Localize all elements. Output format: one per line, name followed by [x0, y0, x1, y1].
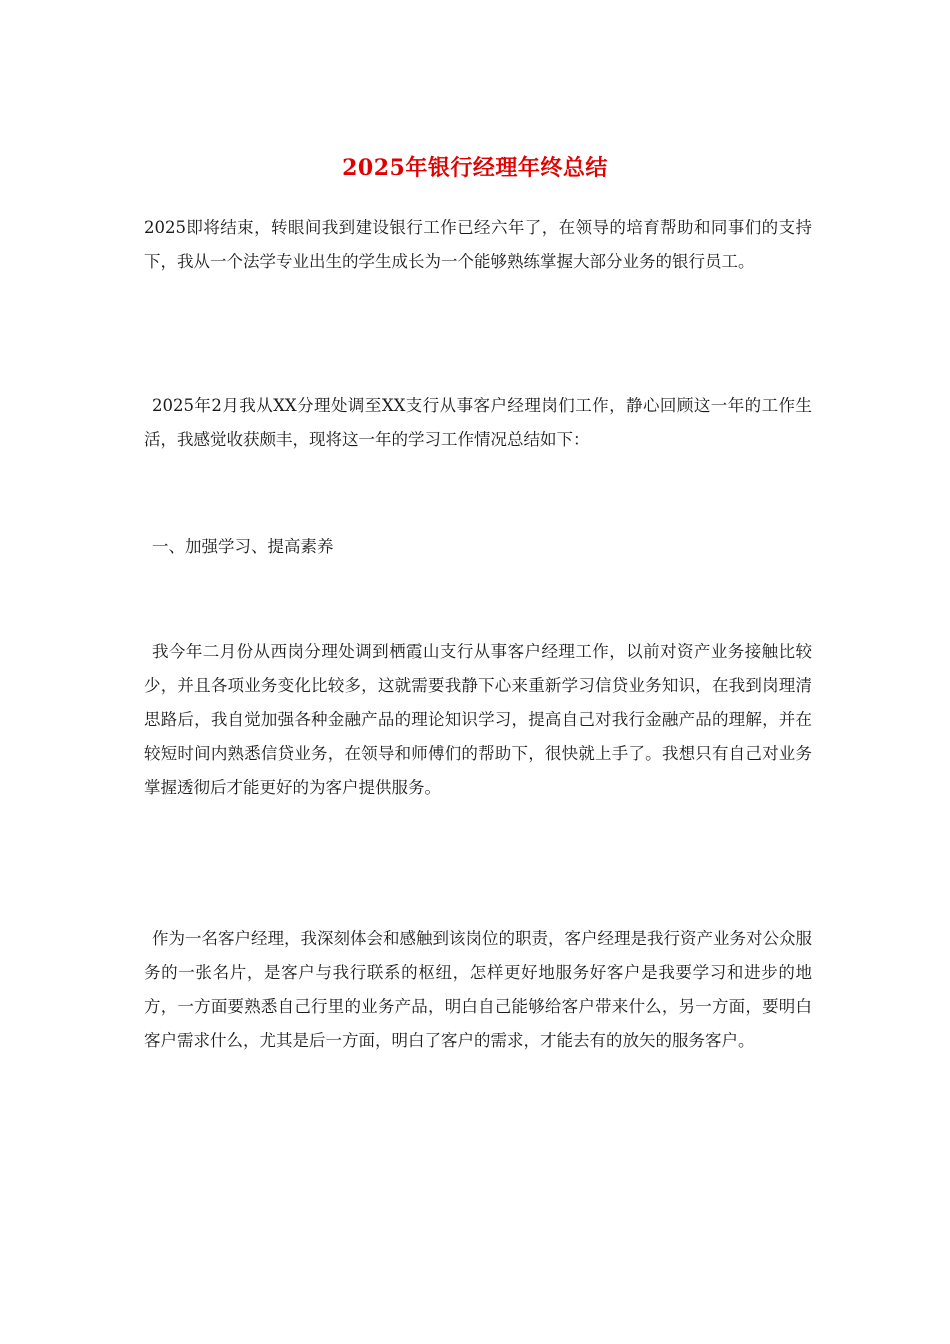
section-heading: 一、加强学习、提高素养 — [152, 536, 334, 556]
paragraph-role: 作为一名客户经理，我深刻体会和感触到该岗位的职责，客户经理是我行资产业务对公众服务的一张名片，是客户与我行联系的枢纽，怎样更好地服务好客户是我要学习和进步的地方，一方面要熟悉自己行里的业务产品，明白自己能够给客户带来什么，另一方面，要明白客户需求什么，尤其是后一方面，明白了客户的需求，才能去有的放矢的服务客户。 — [144, 928, 812, 1050]
document-title: 2025年银行经理年终总结 — [342, 155, 608, 181]
paragraph-overview: 2025年2月我从XX分理处调至XX支行从事客户经理岗们工作，静心回顾这一年的工作生活，我感觉收获颇丰，现将这一年的学习工作情况总结如下： — [144, 395, 812, 449]
paragraph-intro: 2025即将结束，转眼间我到建设银行工作已经六年了，在领导的培育帮助和同事们的支持下，我从一个法学专业出生的学生成长为一个能够熟练掌握大部分业务的银行员工。 — [144, 217, 812, 271]
paragraph-learning: 我今年二月份从西岗分理处调到栖霞山支行从事客户经理工作，以前对资产业务接触比较少，并且各项业务变化比较多，这就需要我静下心来重新学习信贷业务知识，在我到岗理清思路后，我自觉加强各种金融产品的理论知识学习，提高自己对我行金融产品的理解，并在较短时间内熟悉信贷业务，在领导和师傅们的帮助下，很快就上手了。我想只有自己对业务掌握透彻后才能更好的为客户提供服务。 — [144, 641, 812, 797]
